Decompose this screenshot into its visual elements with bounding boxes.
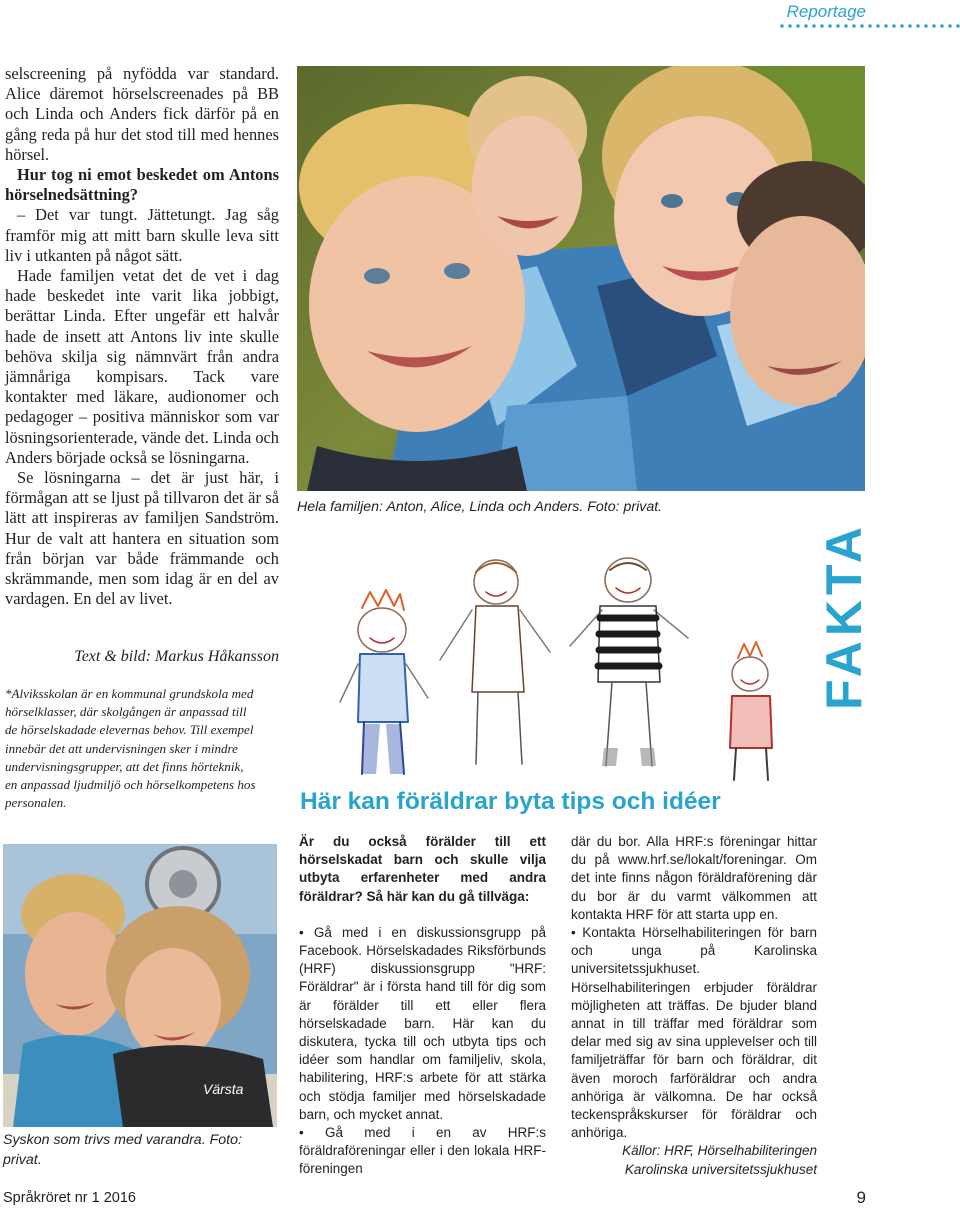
fakta-label: FAKTA [816, 522, 872, 710]
drawing-figure-2 [440, 560, 550, 764]
header-dotted-rule [778, 24, 960, 28]
fakta-list-item: • Gå med i en diskussionsgrupp på Facebook. Hörselskadades Riksförbunds (HRF) diskussionsgrupp "HRF: Föräldrar" är i första hand till för dig som är förälder till ett eller flera hörselskadade barn. Här kan du diskutera, tycka till och utbyta tips och idéer som handlar om familjeliv, skola, habilitering, HRF:s arbete för att stärka och stödja familjer med hörselskadade barn, och mycket annat. [299, 924, 546, 1122]
fakta-intro: Är du också förälder till ett hörselskadat barn och skulle vilja utbyta erfarenheter med andra föräldrar? Så här kan du gå tillväga: [299, 834, 546, 904]
article-byline: Text & bild: Markus Håkansson [74, 648, 279, 665]
fakta-column-2 [571, 833, 817, 1179]
family-drawing [300, 552, 780, 784]
article-paragraph: selscreening på nyfödda var standard. Alice däremot hörselscreenades på BB och Linda och Anders fick därför på en gång reda på hur det stod till med hennes hörsel. [5, 64, 279, 164]
family-photo-caption: Hela familjen: Anton, Alice, Linda och Anders. Foto: privat. [297, 499, 663, 515]
page-number: 9 [856, 1188, 866, 1207]
fakta-label-box [808, 522, 872, 722]
article-body [5, 64, 279, 609]
article-footnote [5, 685, 258, 812]
footnote-text: *Alviksskolan är en kommunal grundskola med hörselklasser, där skolgången är anpassad till de hörselskadade elevernas behov. Till exempel innebär det att undervisningen sker i mindre undervisningsgrupper, att det finns hörteknik, en anpassad ljudmiljö och hörselkompetens hos personalen. [5, 686, 256, 811]
fakta-heading: Här kan föräldrar byta tips och idéer [300, 788, 721, 815]
section-label: Reportage [786, 2, 866, 21]
footer-publication: Språkröret nr 1 2016 [3, 1190, 136, 1206]
article-question: Hur tog ni emot beskedet om Antons hörselnedsättning? [5, 165, 279, 205]
fakta-sources: Källor: HRF, Hörselhabiliteringen Karolinska universitetssjukhuset [622, 1143, 817, 1177]
drawing-figure-1 [340, 590, 428, 774]
siblings-photo-caption: Syskon som trivs med varandra. Foto: privat. [3, 1132, 242, 1168]
article-paragraph: Hade familjen vetat det de vet i dag hade beskedet inte varit lika jobbigt, berättar Linda. Efter ungefär ett halvår hade de insett att Antons liv inte skulle behöva skilja sig nämnvärt från andra jämnåriga kompisars. Tack vare kontakter med läkare, audionomer och pedagoger – positiva människor som var lösningsorienterade, vände det. Linda och Anders började också se lösningarna. [5, 266, 279, 467]
shirt-print-text: Värsta [203, 1081, 244, 1097]
article-paragraph: – Det var tungt. Jättetungt. Jag såg framför mig att mitt barn skulle leva sitt liv i utkanten på något sätt. [5, 205, 279, 265]
fakta-column-1 [299, 833, 546, 1179]
fakta-list-item: • Gå med i en av HRF:s föräldraföreningar eller i den lokala HRF-föreningen [299, 1125, 546, 1177]
siblings-photo [3, 844, 277, 1127]
article-paragraph: Se lösningarna – det är just här, i förmågan att se ljust på tillvaron det är så lätt att inspireras av familjen Sandström. Hur de valt att hantera en situation som från början var både främmande och skrämmande, men som idag är en del av vardagen. En del av livet. [5, 468, 279, 609]
drawing-figure-3 [570, 558, 688, 766]
fakta-list-item: • Kontakta Hörselhabiliteringen för barn och unga på Karolinska universitetssjukhuset. Hörselhabiliteringen erbjuder föräldrar möjligheten att träffas. De bjuder bland annat in till träffar med föräldrar som delar med sig av sina upplevelser och till familjeträffar för barn och föräldrar, dit även moroch farföräldrar och andra anhöriga är välkomna. De har också teckenspråkskurser för föräldrar och anhöriga. [571, 925, 817, 1141]
fakta-list-item-continued: där du bor. Alla HRF:s föreningar hittar du på www.hrf.se/lokalt/foreningar. Om det inte finns någon föräldraförening där du bor är du varmt välkommen att kontakta HRF för att starta upp en. [571, 834, 817, 922]
drawing-figure-4 [730, 642, 772, 780]
family-photo [297, 66, 865, 491]
